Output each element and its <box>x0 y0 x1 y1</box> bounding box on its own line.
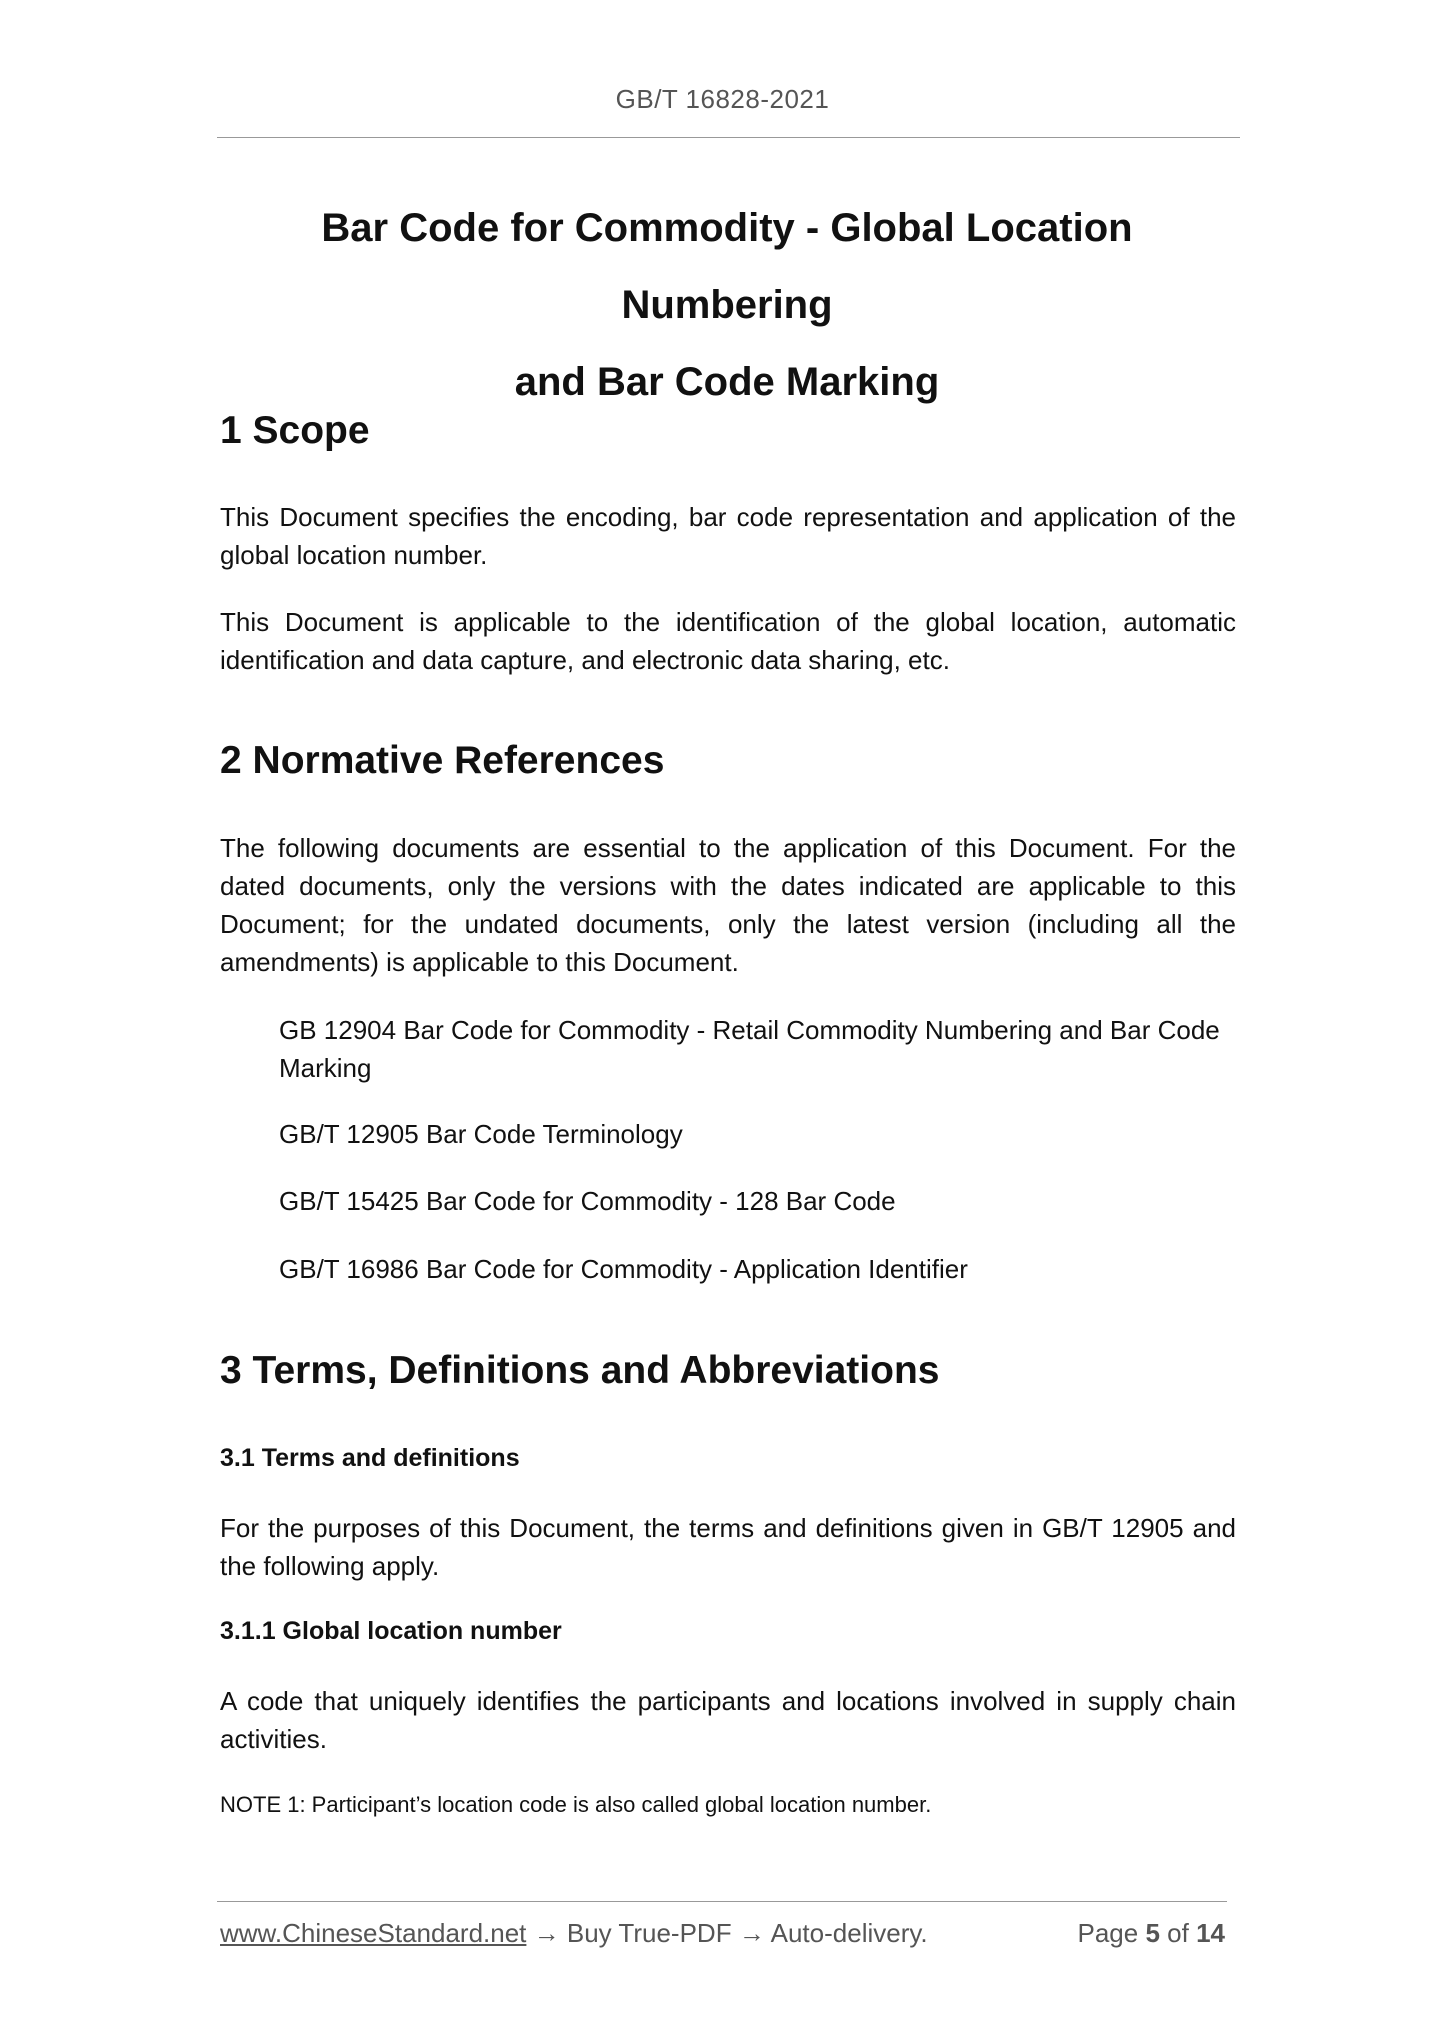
arrow-right-icon: → <box>533 1918 560 1948</box>
arrow-right-icon: → <box>738 1918 765 1948</box>
subsection-3-1-heading: 3.1 Terms and definitions <box>220 1444 520 1472</box>
title-line-2: and Bar Code Marking <box>514 360 940 404</box>
page-of: of <box>1167 1918 1189 1948</box>
page-label: Page <box>1077 1918 1139 1948</box>
section-1-paragraph-1: This Document specifies the encoding, bar code representation and application of the global location number. <box>220 502 1236 570</box>
page-footer <box>220 1918 1225 1958</box>
section-1-heading: 1 Scope <box>220 409 370 452</box>
section-2-heading: 2 Normative References <box>220 739 665 782</box>
header-divider <box>217 137 1240 138</box>
section-2-paragraph: The following documents are essential to the application of this Document. For the dated documents, only the versions with the dates indicated are applicable to this Document; for the undated documents, only the latest version (including all the amendments) is applicable to this Document. <box>220 833 1236 977</box>
reference-item: GB/T 12905 Bar Code Terminology <box>279 1119 683 1149</box>
term-3-1-1-heading: 3.1.1 Global location number <box>220 1617 562 1645</box>
footer-website-link[interactable]: www.ChineseStandard.net <box>220 1918 527 1948</box>
term-note: NOTE 1: Participant’s location code is also called global location number. <box>220 1792 932 1817</box>
document-title <box>217 190 1237 421</box>
reference-item: GB 12904 Bar Code for Commodity - Retail Commodity Numbering and Bar Code Marking <box>279 1015 1220 1083</box>
footer-buy-text: Buy True-PDF <box>566 1918 732 1948</box>
running-header-code: GB/T 16828-2021 <box>615 84 830 114</box>
page-total: 14 <box>1196 1918 1225 1948</box>
section-3-heading: 3 Terms, Definitions and Abbreviations <box>220 1349 940 1392</box>
term-3-1-1-definition: A code that uniquely identifies the participants and locations involved in supply chain activities. <box>220 1686 1236 1754</box>
title-line-1: Bar Code for Commodity - Global Location Numbering <box>321 206 1133 327</box>
footer-delivery-text: Auto-delivery. <box>770 1918 928 1948</box>
subsection-3-1-paragraph: For the purposes of this Document, the terms and definitions given in GB/T 12905 and the following apply. <box>220 1513 1236 1581</box>
reference-item: GB/T 16986 Bar Code for Commodity - Application Identifier <box>279 1254 968 1284</box>
footer-promo <box>220 1918 928 1949</box>
page-number <box>1077 1918 1225 1949</box>
reference-item: GB/T 15425 Bar Code for Commodity - 128 Bar Code <box>279 1186 896 1216</box>
footer-divider <box>217 1901 1227 1902</box>
section-1-paragraph-2: This Document is applicable to the identification of the global location, automatic identification and data capture, and electronic data sharing, etc. <box>220 607 1236 675</box>
page-current: 5 <box>1145 1918 1160 1948</box>
